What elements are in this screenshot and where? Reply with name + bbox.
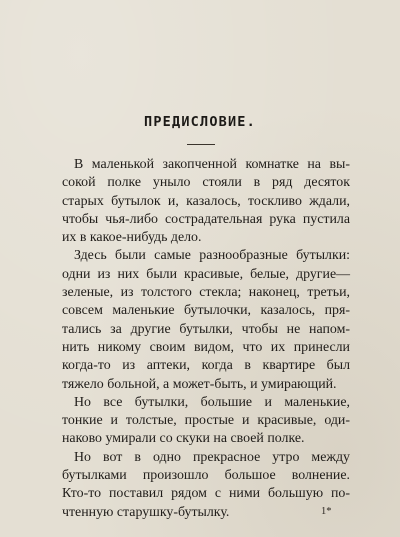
paragraph [62, 449, 350, 522]
text-line: наково умирали со скуки на своей полке. [62, 431, 305, 447]
preface-text [62, 156, 350, 522]
text-line: Кто-то поставил рядом с ними большую по- [62, 486, 350, 502]
text-line: бутылками произошло большое волнение. [62, 468, 350, 484]
text-line: Здесь были самые разнообразные бутылки: [74, 248, 350, 264]
text-line: зеленые, из толстого стекла; наконец, третьи, [62, 285, 350, 301]
text-line: тались за другие бутылки, чтобы не напом- [62, 321, 350, 337]
text-line: чтенную старушку-бутылку. [62, 504, 230, 520]
paragraph [62, 247, 350, 393]
paragraph [62, 394, 350, 449]
text-line: Но все бутылки, большие и маленькие, [74, 394, 350, 410]
text-line: одни из них были красивые, белые, другие— [62, 266, 350, 282]
text-line: сокой полке уныло стояли в ряд десяток [62, 175, 350, 191]
text-line: тяжело больной, а может-быть, и умирающий. [62, 376, 337, 392]
text-line: В маленькой закопченной комнатке на вы- [74, 157, 350, 172]
text-line: тонкие и толстые, простые и красивые, оди- [62, 413, 350, 429]
page-title: ПРЕДИСЛОВИЕ. [144, 114, 256, 130]
text-line: Но вот в одно прекрасное утро между [74, 449, 350, 465]
text-line: старых бутылок и, казалось, тоскливо ждали, [62, 193, 350, 209]
text-line: совсем маленькие бутылочки, казалось, пря- [62, 303, 350, 319]
signature-mark: 1* [321, 506, 332, 517]
text-line: чтобы чья-либо сострадательная рука пустила [62, 211, 350, 227]
title-divider [187, 144, 215, 145]
text-line: нить никому своим видом, что их принесли [62, 339, 350, 355]
text-line: когда-то из аптеки, когда в квартире был [62, 358, 350, 374]
paragraph [62, 156, 350, 247]
text-line: их в какое-нибудь дело. [62, 230, 202, 246]
